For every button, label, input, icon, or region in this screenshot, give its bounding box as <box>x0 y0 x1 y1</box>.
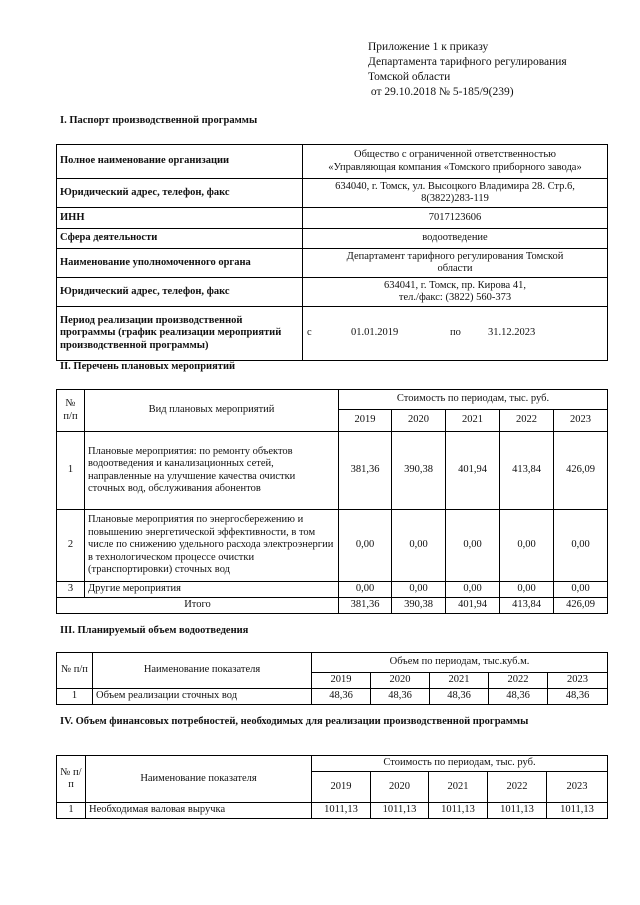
row-value: 1011,13 <box>547 803 608 819</box>
passport-label: Период реализации производственной программы (график реализации мероприятий производственной программы) <box>57 307 303 361</box>
year-header: 2022 <box>488 772 547 803</box>
period-to-date: 31.12.2023 <box>488 327 536 338</box>
year-header: 2023 <box>548 673 608 689</box>
col-no-header: № п/п <box>57 653 93 689</box>
row-name: Другие мероприятия <box>85 582 339 598</box>
col-cost-header: Стоимость по периодам, тыс. руб. <box>339 390 608 410</box>
row-name: Объем реализации сточных вод <box>93 688 312 704</box>
section1-title: I. Паспорт производственной программы <box>60 115 258 126</box>
passport-label: Юридический адрес, телефон, факс <box>57 179 303 208</box>
year-header: 2019 <box>312 772 371 803</box>
header-line-1: Приложение 1 к приказу <box>368 41 489 53</box>
passport-row-org <box>57 145 608 179</box>
row-value: 0,00 <box>339 582 392 598</box>
passport-row-sphere <box>57 229 608 249</box>
passport-value: Департамент тарифного регулирования Томской области <box>303 249 608 278</box>
row-value: 48,36 <box>548 688 608 704</box>
year-header: 2021 <box>429 772 488 803</box>
row-value: 0,00 <box>339 510 392 582</box>
passport-label: Полное наименование организации <box>57 145 303 179</box>
year-header: 2020 <box>371 673 430 689</box>
header-line-4: от 29.10.2018 № 5-185/9(239) <box>368 86 514 98</box>
row-no: 2 <box>57 510 85 582</box>
row-value: 426,09 <box>554 432 608 510</box>
table-row <box>57 582 608 598</box>
year-header: 2022 <box>489 673 548 689</box>
passport-row-inn <box>57 208 608 229</box>
row-no: 3 <box>57 582 85 598</box>
passport-row-address <box>57 179 608 208</box>
row-value: 0,00 <box>446 582 500 598</box>
row-name: Необходимая валовая выручка <box>86 803 312 819</box>
table-row <box>57 510 608 582</box>
col-name-header: Вид плановых мероприятий <box>85 390 339 432</box>
row-value: 0,00 <box>500 582 554 598</box>
row-value: 48,36 <box>312 688 371 704</box>
header-line-3: Томской области <box>368 71 451 83</box>
table-row <box>57 432 608 510</box>
passport-value: Общество с ограниченной ответственностью «Управляющая компания «Томского приборного завода» <box>303 145 608 179</box>
row-no: 1 <box>57 803 86 819</box>
col-name-header: Наименование показателя <box>93 653 312 689</box>
total-value: 390,38 <box>392 598 446 614</box>
row-value: 0,00 <box>500 510 554 582</box>
period-from-date: 01.01.2019 <box>351 327 399 338</box>
period-value <box>303 307 608 361</box>
total-value: 413,84 <box>500 598 554 614</box>
row-value: 0,00 <box>392 510 446 582</box>
passport-label: Юридический адрес, телефон, факс <box>57 278 303 307</box>
table-row <box>57 803 608 819</box>
row-value: 401,94 <box>446 432 500 510</box>
passport-value: 7017123606 <box>303 208 608 229</box>
header-line-2: Департамента тарифного регулирования <box>368 56 567 68</box>
row-value: 48,36 <box>489 688 548 704</box>
passport-table <box>56 144 608 361</box>
passport-label: Сфера деятельности <box>57 229 303 249</box>
row-value: 1011,13 <box>488 803 547 819</box>
row-value: 48,36 <box>430 688 489 704</box>
row-name: Плановые мероприятия по энергосбережению и повышению энергетической эффективности, в том числе по снижению удельного расхода электроэнергии в технологическом процессе очистки (транспортировки) сточных вод <box>85 510 339 582</box>
section3-title: III. Планируемый объем водоотведения <box>60 625 249 636</box>
year-header: 2022 <box>500 410 554 432</box>
passport-row-period <box>57 307 608 361</box>
total-value: 426,09 <box>554 598 608 614</box>
year-header: 2020 <box>392 410 446 432</box>
row-value: 0,00 <box>554 510 608 582</box>
finance-table <box>56 755 608 819</box>
row-value: 0,00 <box>446 510 500 582</box>
row-value: 381,36 <box>339 432 392 510</box>
period-to-word: по <box>450 327 461 338</box>
row-no: 1 <box>57 432 85 510</box>
year-header: 2019 <box>339 410 392 432</box>
year-header: 2021 <box>446 410 500 432</box>
row-value: 390,38 <box>392 432 446 510</box>
row-value: 0,00 <box>554 582 608 598</box>
total-value: 401,94 <box>446 598 500 614</box>
table-row <box>57 688 608 704</box>
section2-title: II. Перечень плановых мероприятий <box>60 361 236 372</box>
passport-value: 634040, г. Томск, ул. Высоцкого Владимира 28. Стр.6, 8(3822)283-119 <box>303 179 608 208</box>
passport-row-authority-address <box>57 278 608 307</box>
row-name: Плановые мероприятия: по ремонту объектов водоотведения и канализационных сетей, направленные на улучшение качества очистки сточных вод, обслуживания абонентов <box>85 432 339 510</box>
year-header: 2021 <box>430 673 489 689</box>
col-name-header: Наименование показателя <box>86 756 312 803</box>
row-value: 48,36 <box>371 688 430 704</box>
row-value: 0,00 <box>392 582 446 598</box>
passport-value: 634041, г. Томск, пр. Кирова 41, тел./факс: (3822) 560-373 <box>303 278 608 307</box>
year-header: 2019 <box>312 673 371 689</box>
passport-row-authority <box>57 249 608 278</box>
passport-label: ИНН <box>57 208 303 229</box>
section4-title: IV. Объем финансовых потребностей, необходимых для реализации производственной программы <box>60 716 529 727</box>
total-label: Итого <box>57 598 339 614</box>
year-header: 2023 <box>554 410 608 432</box>
volume-table <box>56 652 608 705</box>
col-no-header: № п/п <box>57 390 85 432</box>
col-volume-header: Объем по периодам, тыс.куб.м. <box>312 653 608 673</box>
row-value: 413,84 <box>500 432 554 510</box>
year-header: 2023 <box>547 772 608 803</box>
total-row <box>57 598 608 614</box>
col-cost-header: Стоимость по периодам, тыс. руб. <box>312 756 608 772</box>
row-value: 1011,13 <box>371 803 429 819</box>
row-value: 1011,13 <box>429 803 488 819</box>
passport-label: Наименование уполномоченного органа <box>57 249 303 278</box>
year-header: 2020 <box>371 772 429 803</box>
period-from-word: с <box>307 327 312 338</box>
col-no-header: № п/п <box>57 756 86 803</box>
passport-value: водоотведение <box>303 229 608 249</box>
total-value: 381,36 <box>339 598 392 614</box>
row-value: 1011,13 <box>312 803 371 819</box>
row-no: 1 <box>57 688 93 704</box>
measures-table <box>56 389 608 614</box>
